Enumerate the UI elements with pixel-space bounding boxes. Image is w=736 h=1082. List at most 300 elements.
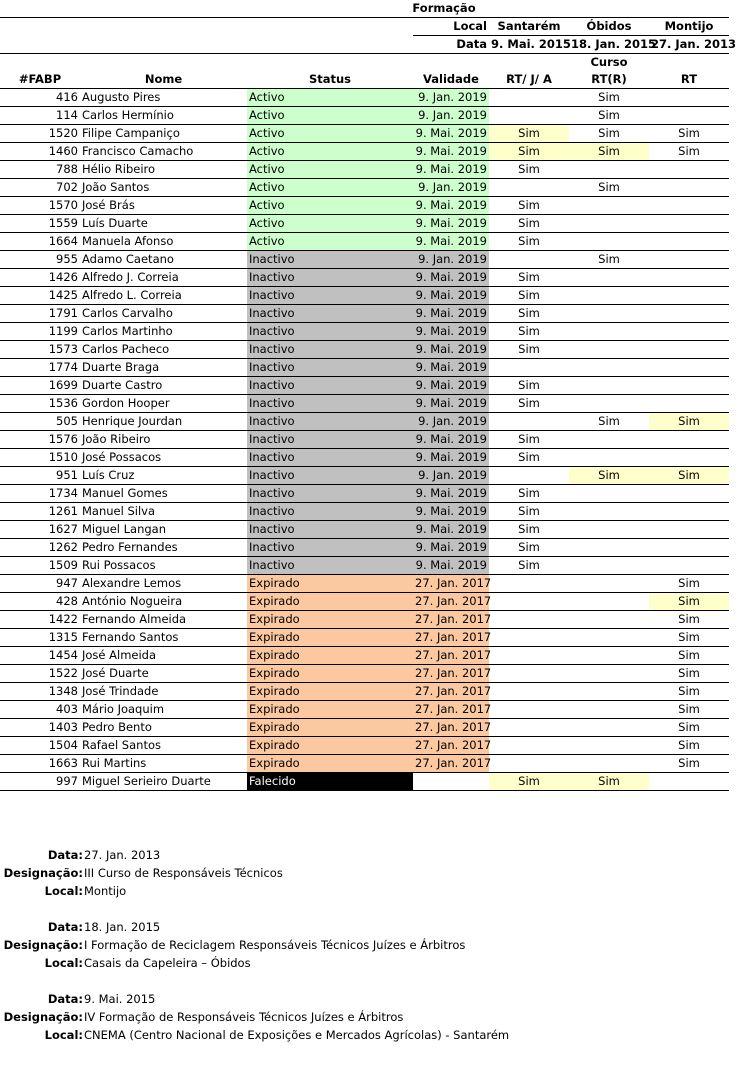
note-location-label: Local: [44,1028,83,1042]
course-1-cell: Sim [489,431,569,449]
table-row [0,233,729,251]
course-2-cell [569,539,649,557]
validade-cell: 9. Mai. 2019 [413,197,489,215]
note-location [0,954,683,972]
note-location [0,1026,683,1044]
course-3-cell [649,377,729,395]
fabp-cell: 1663 [0,755,80,773]
validade-cell: 9. Mai. 2019 [413,521,489,539]
name-cell: Filipe Campaniço [80,125,247,143]
validade-cell: 9. Mai. 2019 [413,125,489,143]
course-2-cell [569,287,649,305]
course-2-cell: Sim [569,179,649,197]
validade-cell: 9. Mai. 2019 [413,485,489,503]
course-2-cell [569,521,649,539]
course-1-cell: Sim [489,215,569,233]
course-note [0,846,683,900]
note-location-label: Local: [44,884,83,898]
course-3-cell [649,485,729,503]
course-1-cell [489,611,569,629]
formacao-title: Formação [247,0,569,18]
status-cell: Activo [247,125,413,143]
course-1-cell: Sim [489,503,569,521]
status-cell: Expirado [247,629,413,647]
course-2-cell [569,233,649,251]
course-2-cell [569,683,649,701]
course-3-cell: Sim [649,611,729,629]
validade-cell: 9. Jan. 2019 [413,107,489,125]
status-cell: Expirado [247,701,413,719]
name-cell: Henrique Jourdan [80,413,247,431]
name-cell: Gordon Hooper [80,395,247,413]
name-cell: Alexandre Lemos [80,575,247,593]
table-row [0,683,729,701]
table-row [0,179,729,197]
header-row-formacao [0,0,729,18]
table-row [0,539,729,557]
table-row [0,269,729,287]
validade-cell: 27. Jan. 2017 [413,647,489,665]
status-cell: Inactivo [247,305,413,323]
course-3-cell [649,557,729,575]
fabp-cell: 1199 [0,323,80,341]
table-row [0,341,729,359]
fabp-cell: 1504 [0,737,80,755]
table-row [0,503,729,521]
validade-cell: 9. Mai. 2019 [413,269,489,287]
table-row [0,359,729,377]
table-row [0,143,729,161]
course-3-cell: Sim [649,665,729,683]
table-row [0,575,729,593]
course-2-cell [569,341,649,359]
table-row [0,287,729,305]
course-2-cell [569,161,649,179]
course-date-1: 9. Mai. 2015 [489,36,569,54]
course-3-cell: Sim [649,629,729,647]
validade-cell: 27. Jan. 2017 [413,737,489,755]
table-row [0,125,729,143]
course-1-cell [489,647,569,665]
name-cell: Carlos Pacheco [80,341,247,359]
status-cell: Expirado [247,647,413,665]
course-note [0,990,683,1044]
fabp-cell: 1348 [0,683,80,701]
table-row [0,89,729,107]
table-row [0,161,729,179]
course-1-cell [489,755,569,773]
course-2-cell [569,575,649,593]
course-1-cell [489,719,569,737]
course-3-cell [649,287,729,305]
status-cell: Inactivo [247,539,413,557]
validade-cell: 27. Jan. 2017 [413,719,489,737]
status-cell: Activo [247,107,413,125]
course-3-cell [649,431,729,449]
validade-cell: 27. Jan. 2017 [413,701,489,719]
course-2-cell [569,395,649,413]
fabp-cell: 1699 [0,377,80,395]
validade-cell: 9. Mai. 2019 [413,539,489,557]
fabp-cell: 1510 [0,449,80,467]
course-3-cell [649,233,729,251]
table-row [0,431,729,449]
course-1-cell: Sim [489,305,569,323]
fabp-cell: 1425 [0,287,80,305]
table-row [0,593,729,611]
table-row [0,521,729,539]
fabp-cell: 1422 [0,611,80,629]
name-cell: Duarte Castro [80,377,247,395]
course-3-cell: Sim [649,683,729,701]
validade-cell: 9. Mai. 2019 [413,323,489,341]
validade-cell: 9. Jan. 2019 [413,413,489,431]
status-cell: Activo [247,233,413,251]
validade-cell: 9. Mai. 2019 [413,215,489,233]
course-3-cell [649,323,729,341]
course-1-cell [489,665,569,683]
course-1-cell: Sim [489,521,569,539]
status-cell: Inactivo [247,413,413,431]
course-note [0,918,683,972]
note-designation-label: Designação: [3,866,83,880]
table-row [0,251,729,269]
course-2-cell: Sim [569,773,649,791]
table-row [0,413,729,431]
fabp-cell: 1460 [0,143,80,161]
course-2-cell: Sim [569,467,649,485]
validade-cell: 9. Mai. 2019 [413,359,489,377]
course-3-cell: Sim [649,143,729,161]
course-1-cell: Sim [489,323,569,341]
status-cell: Inactivo [247,485,413,503]
table-row [0,629,729,647]
validade-cell: 9. Mai. 2019 [413,449,489,467]
course-3-cell: Sim [649,593,729,611]
status-cell: Inactivo [247,521,413,539]
col-validade: Validade [413,71,489,89]
course-3-cell: Sim [649,737,729,755]
course-1-cell: Sim [489,449,569,467]
table-row [0,719,729,737]
course-3-cell: Sim [649,755,729,773]
validade-cell: 9. Mai. 2019 [413,143,489,161]
name-cell: Fernando Almeida [80,611,247,629]
fabp-cell: 1664 [0,233,80,251]
course-3-cell: Sim [649,467,729,485]
validade-cell: 27. Jan. 2017 [413,683,489,701]
status-cell: Expirado [247,719,413,737]
name-cell: José Brás [80,197,247,215]
fabp-cell: 702 [0,179,80,197]
course-local-2: Óbidos [569,18,649,36]
course-1-cell: Sim [489,233,569,251]
course-3-cell: Sim [649,575,729,593]
note-date-label: Data: [47,848,83,862]
validade-cell: 27. Jan. 2017 [413,593,489,611]
fabp-cell: 403 [0,701,80,719]
header-row-data [0,36,729,54]
name-cell: Hélio Ribeiro [80,161,247,179]
course-2-cell [569,269,649,287]
course-1-cell: Sim [489,161,569,179]
validade-cell: 9. Mai. 2019 [413,287,489,305]
course-1-cell: Sim [489,395,569,413]
note-date-value: 18. Jan. 2015 [84,920,161,934]
validade-cell: 27. Jan. 2017 [413,665,489,683]
name-cell: Adamo Caetano [80,251,247,269]
table-row [0,305,729,323]
note-date-label: Data: [47,992,83,1006]
validade-cell: 27. Jan. 2017 [413,611,489,629]
column-header-row [0,71,729,89]
course-3-cell: Sim [649,125,729,143]
table-row [0,557,729,575]
course-1-cell [489,683,569,701]
fabp-cell: 114 [0,107,80,125]
name-cell: António Nogueira [80,593,247,611]
course-1-cell [489,107,569,125]
note-location-label: Local: [44,956,83,970]
status-cell: Inactivo [247,449,413,467]
note-date [0,990,683,1008]
status-cell: Expirado [247,575,413,593]
status-cell: Inactivo [247,341,413,359]
fabp-cell: 416 [0,89,80,107]
fabp-cell: 951 [0,467,80,485]
course-3-cell: Sim [649,647,729,665]
fabp-cell: 947 [0,575,80,593]
name-cell: Augusto Pires [80,89,247,107]
name-cell: Manuela Afonso [80,233,247,251]
status-cell: Inactivo [247,557,413,575]
table-row [0,755,729,773]
note-designation [0,1008,683,1026]
fabp-cell: 1262 [0,539,80,557]
name-cell: Carlos Carvalho [80,305,247,323]
course-2-cell [569,755,649,773]
course-1-cell: Sim [489,197,569,215]
course-1-cell: Sim [489,143,569,161]
status-cell: Inactivo [247,359,413,377]
fabp-cell: 1522 [0,665,80,683]
course-3-cell [649,215,729,233]
fabp-cell: 1403 [0,719,80,737]
name-cell: Alfredo L. Correia [80,287,247,305]
course-3-cell [649,773,729,791]
course-2-cell [569,557,649,575]
table-row [0,611,729,629]
table-row [0,665,729,683]
fabp-cell: 788 [0,161,80,179]
course-1-cell: Sim [489,539,569,557]
name-cell: José Duarte [80,665,247,683]
course-1-cell [489,737,569,755]
course-3-cell [649,107,729,125]
course-2-cell [569,215,649,233]
course-2-cell [569,449,649,467]
name-cell: José Trindade [80,683,247,701]
course-1-cell: Sim [489,557,569,575]
status-cell: Inactivo [247,323,413,341]
course-1-cell: Sim [489,485,569,503]
fabp-cell: 1454 [0,647,80,665]
validade-cell [413,773,489,791]
course-1-cell [489,575,569,593]
status-cell: Inactivo [247,503,413,521]
table-row [0,197,729,215]
status-cell: Inactivo [247,287,413,305]
col-nome: Nome [80,71,247,89]
validade-cell: 9. Jan. 2019 [413,179,489,197]
status-cell: Expirado [247,755,413,773]
fabp-cell: 1734 [0,485,80,503]
course-2-cell [569,431,649,449]
name-cell: Fernando Santos [80,629,247,647]
name-cell: José Almeida [80,647,247,665]
name-cell: Manuel Silva [80,503,247,521]
table-row [0,647,729,665]
course-3-cell [649,197,729,215]
name-cell: Miguel Serieiro Duarte [80,773,247,791]
note-designation-value: I Formação de Reciclagem Responsáveis Técnicos Juízes e Árbitros [84,938,466,952]
table-row [0,323,729,341]
course-3-cell [649,539,729,557]
note-date [0,846,683,864]
course-1-cell: Sim [489,125,569,143]
table-row [0,395,729,413]
course-1-cell [489,701,569,719]
status-cell: Inactivo [247,269,413,287]
fabp-cell: 1509 [0,557,80,575]
validade-cell: 9. Mai. 2019 [413,503,489,521]
col-course-1: RT/ J/ A [489,71,569,89]
course-1-cell: Sim [489,269,569,287]
note-date-value: 9. Mai. 2015 [84,992,156,1006]
course-2-cell [569,701,649,719]
validade-cell: 27. Jan. 2017 [413,575,489,593]
status-cell: Activo [247,197,413,215]
course-2-cell [569,611,649,629]
curso-label: Curso [590,55,628,69]
course-2-cell [569,593,649,611]
course-3-cell [649,251,729,269]
course-2-cell [569,305,649,323]
col-course-3: RT [649,71,729,89]
course-1-cell [489,413,569,431]
course-1-cell [489,359,569,377]
fabp-cell: 1315 [0,629,80,647]
name-cell: Rui Martins [80,755,247,773]
table-row [0,215,729,233]
name-cell: Alfredo J. Correia [80,269,247,287]
course-2-cell [569,647,649,665]
note-designation-label: Designação: [3,938,83,952]
note-designation [0,864,683,882]
status-cell: Inactivo [247,395,413,413]
status-cell: Activo [247,179,413,197]
course-3-cell: Sim [649,719,729,737]
status-cell: Expirado [247,737,413,755]
validade-cell: 9. Mai. 2019 [413,161,489,179]
fabp-cell: 1559 [0,215,80,233]
data-label: Data [413,36,489,54]
validade-cell: 9. Mai. 2019 [413,557,489,575]
validade-cell: 9. Mai. 2019 [413,305,489,323]
course-2-cell [569,377,649,395]
note-designation-value: IV Formação de Responsáveis Técnicos Juízes e Árbitros [84,1010,404,1024]
validade-cell: 9. Jan. 2019 [413,467,489,485]
fabp-cell: 1426 [0,269,80,287]
course-3-cell [649,269,729,287]
name-cell: Pedro Bento [80,719,247,737]
note-designation-label: Designação: [3,1010,83,1024]
name-cell: Pedro Fernandes [80,539,247,557]
validade-cell: 27. Jan. 2017 [413,629,489,647]
status-cell: Inactivo [247,467,413,485]
fabp-cell: 1576 [0,431,80,449]
course-3-cell [649,161,729,179]
course-1-cell: Sim [489,773,569,791]
fabp-cell: 1570 [0,197,80,215]
name-cell: Luís Duarte [80,215,247,233]
validade-cell: 9. Mai. 2019 [413,341,489,359]
course-date-3: 27. Jan. 2013 [649,36,729,54]
note-designation-value: III Curso de Responsáveis Técnicos [84,866,283,880]
name-cell: João Ribeiro [80,431,247,449]
course-2-cell [569,503,649,521]
status-cell: Falecido [247,773,413,791]
table-row [0,737,729,755]
course-1-cell [489,251,569,269]
validade-cell: 9. Mai. 2019 [413,233,489,251]
status-cell: Expirado [247,683,413,701]
course-2-cell: Sim [569,107,649,125]
course-2-cell [569,197,649,215]
course-1-cell [489,593,569,611]
course-1-cell [489,179,569,197]
fabp-cell: 1791 [0,305,80,323]
course-3-cell [649,395,729,413]
course-2-cell: Sim [569,251,649,269]
fabp-cell: 1536 [0,395,80,413]
table-row [0,485,729,503]
course-2-cell: Sim [569,413,649,431]
fabp-cell: 1627 [0,521,80,539]
validade-cell: 27. Jan. 2017 [413,755,489,773]
course-2-cell: Sim [569,89,649,107]
course-2-cell [569,323,649,341]
note-date [0,918,683,936]
validade-cell: 9. Jan. 2019 [413,251,489,269]
note-date-value: 27. Jan. 2013 [84,848,161,862]
header-row-local [0,18,729,36]
header-row-curso [0,54,729,72]
course-2-cell [569,359,649,377]
course-2-cell [569,719,649,737]
col-status: Status [247,71,413,89]
fabp-cell: 1573 [0,341,80,359]
name-cell: Duarte Braga [80,359,247,377]
course-3-cell: Sim [649,413,729,431]
course-2-cell [569,629,649,647]
table-row [0,377,729,395]
status-cell: Activo [247,143,413,161]
name-cell: José Possacos [80,449,247,467]
course-3-cell [649,305,729,323]
status-cell: Expirado [247,665,413,683]
note-location [0,882,683,900]
